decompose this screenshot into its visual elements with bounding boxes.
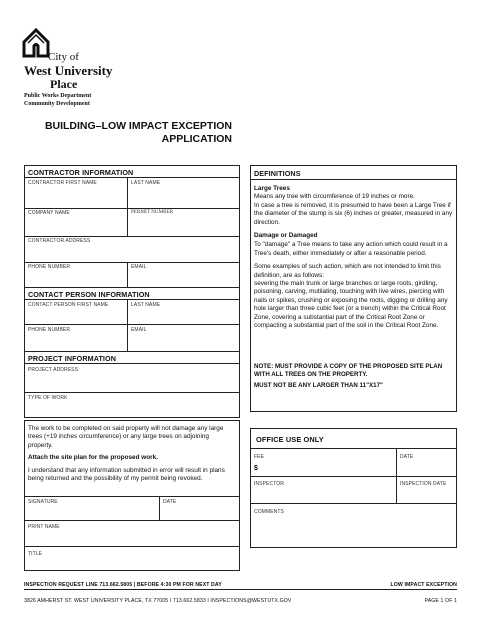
type-of-work-field[interactable]: [25, 392, 241, 418]
comments-label: COMMENTS: [254, 509, 284, 515]
project-address-label: PROJECT ADDRESS: [28, 367, 79, 373]
note-site-plan: NOTE: MUST PROVIDE A COPY OF THE PROPOSED SITE PLAN WITH ALL TREES ON THE PROPERTY.: [254, 363, 443, 379]
dept-line2: Community Development: [24, 100, 90, 107]
note-size-limit: MUST NOT BE ANY LARGER THAN 11"X17": [254, 382, 383, 390]
definitions-body: [254, 185, 454, 336]
contractor-heading: CONTRACTOR INFORMATION: [25, 166, 239, 178]
signature-field[interactable]: [25, 496, 159, 520]
dept-line1: Public Works Department: [24, 93, 92, 99]
project-heading: PROJECT INFORMATION: [25, 352, 239, 364]
contact-phone-field[interactable]: [25, 324, 127, 351]
contractor-phone-label: PHONE NUMBER: [28, 264, 71, 270]
office-date-field[interactable]: [396, 449, 458, 476]
certification-text: [28, 425, 234, 483]
print-name-label: PRINT NAME: [28, 524, 60, 530]
office-date-label: DATE: [400, 454, 414, 460]
footer-inspection-line: INSPECTION REQUEST LINE 713.662.5805 | BEFORE 4:30 PM FOR NEXT DAY: [24, 582, 222, 588]
signature-label: SIGNATURE: [28, 499, 58, 505]
damage-title: Damage or Damaged: [254, 232, 318, 240]
signature-date-field[interactable]: [159, 496, 241, 520]
inspector-field[interactable]: [251, 476, 396, 503]
signature-date-label: DATE: [163, 499, 177, 505]
project-address-field[interactable]: [25, 364, 241, 392]
certification-section: [24, 420, 240, 571]
company-name-field[interactable]: [25, 208, 127, 236]
damage-text3: severing the main trunk or large branches or large roots, girdling, poisoning, carving, mutilating, touching with live wires, piercing with nails or spikes, crushing or exposing the roots, digging or drilling any hole larger than three cubic feet (or a trench) within the Critical Root Zone, covering a substantial part of the Critical Root Zone or compacting a substantial part of the soil in the Critical Root Zone.: [254, 280, 448, 330]
contractor-form-section: [24, 165, 240, 418]
type-of-work-label: TYPE OF WORK: [28, 395, 68, 401]
definitions-section: [250, 165, 457, 412]
large-trees-text1: Means any tree with circumference of 19 inches or more.: [254, 193, 415, 201]
contractor-first-name-field[interactable]: [25, 178, 127, 208]
fee-field[interactable]: [251, 449, 396, 476]
page-title: [20, 120, 232, 145]
footer-divider: [24, 589, 457, 590]
city-logo: [22, 28, 132, 90]
office-use-heading: OFFICE USE ONLY: [251, 429, 456, 449]
contact-last-name-field[interactable]: [127, 300, 241, 324]
title-field[interactable]: [25, 546, 241, 571]
definitions-note: [254, 363, 454, 391]
footer-address: 3826 AMHERST ST. WEST UNIVERSITY PLACE, TX 77005 I 713.662.5833 I INSPECTIONS@WESTUTX.GOV: [24, 598, 292, 604]
inspection-date-label: INSPECTION DATE: [400, 481, 447, 487]
company-name-label: COMPANY NAME: [28, 210, 70, 216]
fee-label: FEE: [254, 454, 265, 460]
contractor-last-name-label: LAST NAME: [131, 180, 161, 186]
contractor-first-name-label: CONTRACTOR FIRST NAME: [28, 180, 97, 186]
footer-page-number: PAGE 1 OF 1: [424, 598, 457, 604]
certification-para2: Attach the site plan for the proposed work.: [28, 454, 158, 462]
contact-first-name-field[interactable]: [25, 300, 127, 324]
permit-number-field[interactable]: [127, 208, 241, 236]
office-use-section: [250, 428, 457, 548]
org-line1: City of: [48, 51, 79, 63]
certification-para1: The work to be completed on said property will not damage any large trees (+19 inches circumference) or any large trees on adjoining property.: [28, 425, 224, 449]
contractor-address-field[interactable]: [25, 236, 241, 262]
footer-form-name: LOW IMPACT EXCEPTION: [390, 582, 457, 588]
contractor-last-name-field[interactable]: [127, 178, 241, 208]
contractor-email-field[interactable]: [127, 262, 241, 287]
house-logo-icon: [22, 28, 50, 58]
contractor-phone-field[interactable]: [25, 262, 127, 287]
contact-email-field[interactable]: [127, 324, 241, 351]
contact-phone-label: PHONE NUMBER: [28, 327, 71, 333]
large-trees-title: Large Trees: [254, 185, 290, 192]
print-name-field[interactable]: [25, 520, 241, 546]
inspection-date-field[interactable]: [396, 476, 458, 503]
department-lines: [24, 93, 91, 108]
title-label: TITLE: [28, 551, 43, 557]
damage-text2: Some examples of such action, which are not intended to limit this definition, are as follows:: [254, 263, 441, 279]
contact-heading: CONTACT PERSON INFORMATION: [25, 288, 239, 300]
org-line3: Place: [50, 77, 78, 91]
permit-number-label: PERMIT NUMBER: [131, 210, 174, 215]
contractor-email-label: EMAIL: [131, 264, 147, 270]
large-trees-text2: In case a tree is removed, it is presumed to have been a Large Tree if the diameter of the stump is six (6) inches or greater, measured in any direction.: [254, 201, 453, 226]
contractor-address-label: CONTRACTOR ADDRESS: [28, 238, 91, 244]
fee-value: $: [254, 465, 258, 472]
title-line1: BUILDING–LOW IMPACT EXCEPTION: [44, 120, 232, 132]
certification-para3: I understand that any information submitted in error will result in plans being returned and the possibility of my permit being revoked.: [28, 466, 225, 483]
org-line2: West University: [24, 63, 113, 78]
comments-field[interactable]: [251, 503, 458, 548]
definitions-heading: DEFINITIONS: [251, 166, 456, 180]
contact-email-label: EMAIL: [131, 327, 147, 333]
inspector-label: INSPECTOR: [254, 481, 284, 487]
title-line2: APPLICATION: [161, 132, 232, 145]
contact-first-name-label: CONTACT PERSON FIRST NAME: [28, 302, 109, 308]
contact-last-name-label: LAST NAME: [131, 302, 161, 308]
damage-text1: To "damage" a Tree means to take any action which could result in a Tree's death, either immediately or after a reasonable period.: [254, 241, 448, 257]
